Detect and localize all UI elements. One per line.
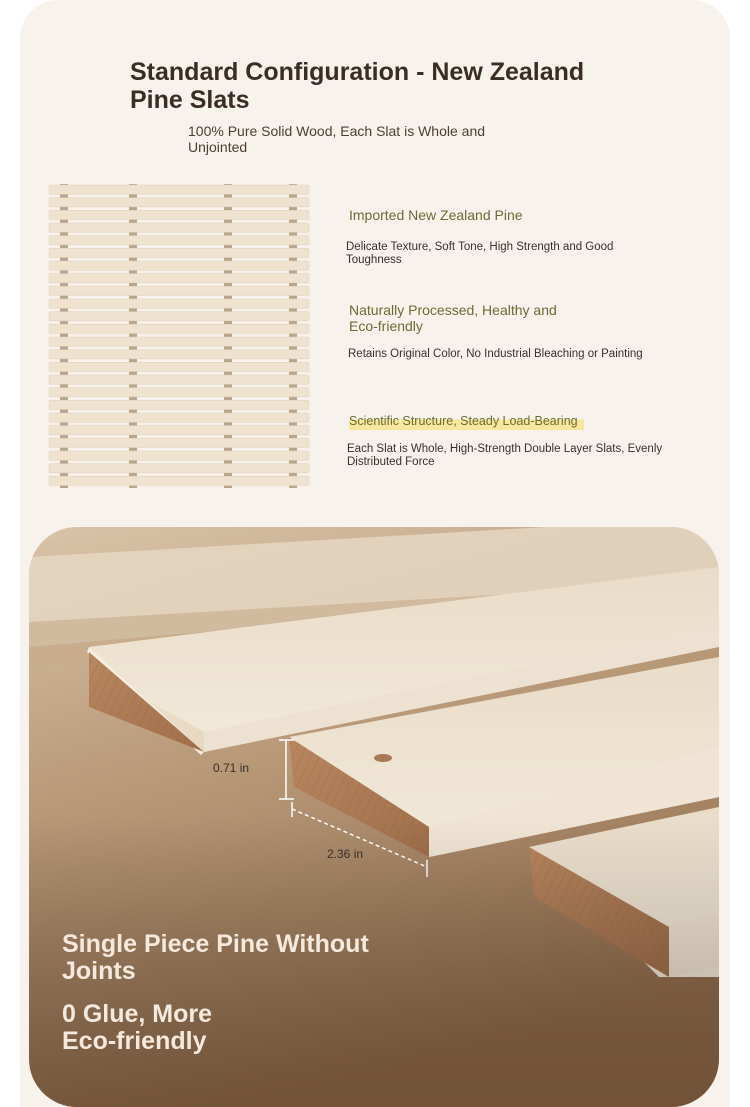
slat-board <box>49 274 309 283</box>
feature-title-1: Imported New Zealand Pine <box>349 207 523 223</box>
slat-board <box>49 476 309 485</box>
slat-board <box>49 438 309 447</box>
slat-board <box>49 388 309 397</box>
feature-title-3-highlight: Scientific Structure, Steady Load-Bearing <box>349 414 584 430</box>
feature-title-3 <box>349 412 649 429</box>
page-title: Standard Configuration - New Zealand Pine Slats <box>130 58 585 114</box>
slat-board <box>49 413 309 422</box>
feature-desc-3: Each Slat is Whole, High-Strength Double Layer Slats, Evenly Distributed Force <box>347 443 663 468</box>
thickness-label: 0.71 in <box>213 761 250 775</box>
slat-frame-illustration <box>48 184 310 488</box>
slat-board <box>49 299 309 308</box>
width-label: 2.36 in <box>327 847 364 861</box>
bottom-heading-2: 0 Glue, More Eco-friendly <box>62 1000 213 1055</box>
slat-board <box>49 464 309 473</box>
page-subtitle: 100% Pure Solid Wood, Each Slat is Whole and Unjointed <box>188 123 486 155</box>
slat-board <box>49 261 309 270</box>
slat-board <box>49 426 309 435</box>
feature-desc-1: Delicate Texture, Soft Tone, High Strength and Good Toughness <box>346 241 614 266</box>
slat-board <box>49 451 309 460</box>
slat-board <box>49 324 309 333</box>
slat-board <box>49 248 309 257</box>
slat-board <box>49 350 309 359</box>
slat-boards <box>49 185 309 486</box>
slat-board <box>49 198 309 207</box>
slat-board <box>49 210 309 219</box>
slat-board <box>49 400 309 409</box>
slat-board <box>49 236 309 245</box>
slat-board <box>49 337 309 346</box>
slat-board <box>49 362 309 371</box>
bottom-heading-1: Single Piece Pine Without Joints <box>62 930 369 985</box>
feature-title-2: Naturally Processed, Healthy and Eco-friendly <box>349 302 557 334</box>
slat-board <box>49 223 309 232</box>
feature-desc-2: Retains Original Color, No Industrial Bleaching or Painting <box>348 348 643 360</box>
slat-board <box>49 185 309 194</box>
slat-board <box>49 312 309 321</box>
slat-board <box>49 286 309 295</box>
slat-board <box>49 375 309 384</box>
